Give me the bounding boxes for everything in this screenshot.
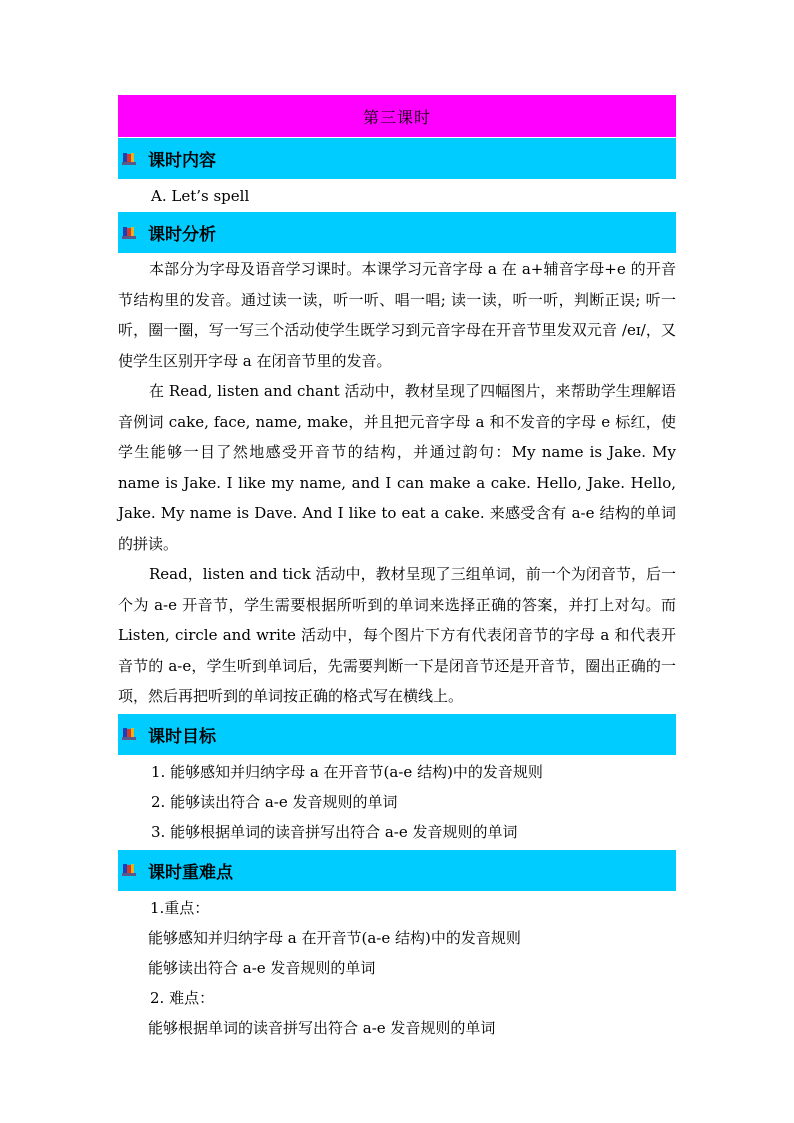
section-header-goals <box>118 714 676 755</box>
difficult-point-item: 能够根据单词的读音拼写出符合 a-e 发音规则的单词 <box>148 1018 496 1037</box>
key-points-label: 1.重点： <box>150 898 210 917</box>
section-header-keypoints <box>118 850 676 891</box>
book-stack-icon <box>122 863 136 877</box>
lesson-content-text: A. Let’s spell <box>151 187 250 205</box>
section-heading: 课时目标 <box>148 726 216 747</box>
goal-item: 2. 能够读出符合 a-e 发音规则的单词 <box>151 792 398 811</box>
lesson-plan-page <box>118 95 676 1043</box>
section-heading: 课时分析 <box>148 225 216 245</box>
goal-item: 1. 能够感知并归纳字母 a 在开音节(a-e 结构)中的发音规则 <box>151 762 543 781</box>
key-point-item: 能够感知并归纳字母 a 在开音节(a-e 结构)中的发音规则 <box>148 928 521 947</box>
lesson-title-bar <box>118 95 676 137</box>
section-heading: 课时内容 <box>148 151 216 171</box>
goal-item: 3. 能够根据单词的读音拼写出符合 a-e 发音规则的单词 <box>151 822 518 841</box>
book-stack-icon <box>122 727 136 741</box>
analysis-body <box>118 254 676 712</box>
book-stack-icon <box>122 226 136 240</box>
key-point-item: 能够读出符合 a-e 发音规则的单词 <box>148 958 376 977</box>
section-header-content <box>118 138 676 179</box>
analysis-paragraph: 本部分为字母及语音学习课时。本课学习元音字母 a 在 a+辅音字母+e 的开音节结构里的发音。通过读一读，听一听、唱一唱; 读一读，听一听，判断正误; 听一听，圈一圈，写一写三个活动使学生既学习到元音字母在开音节里发双元音 /eɪ/，又使学生区别开字母 a 在闭音节里的发音。 <box>118 260 676 370</box>
analysis-paragraph: 在 Read, listen and chant 活动中，教材呈现了四幅图片，来帮助学生理解语音例词 cake, face, name, make，并且把元音字母 a 和不发音的字母 e 标红，使学生能够一目了然地感受开音节的结构，并通过韵句：My name is Jake. My name is Jake. I like my name, and I can make a cake. Hello, Jake. Hello, Jake. My name is Dave. And I like to eat a cake. 来感受含有 a-e 结构的单词的拼读。 <box>118 382 676 553</box>
section-heading: 课时重难点 <box>148 862 233 883</box>
book-stack-icon <box>122 152 136 166</box>
goals-list <box>118 757 676 847</box>
analysis-paragraph: Read，listen and tick 活动中，教材呈现了三组单词，前一个为闭音节，后一个为 a-e 开音节，学生需要根据所听到的单词来选择正确的答案，并打上对勾。而 Listen, circle and write 活动中，每个图片下方有代表闭音节的字母 a 和代表开音节的 a-e，学生听到单词后，先需要判断一下是闭音节还是开音节，圈出正确的一项，然后再把听到的单词按正确的格式写在横线上。 <box>118 565 676 705</box>
difficult-points-label: 2. 难点： <box>150 988 215 1007</box>
keypoints-body <box>118 893 676 1043</box>
lesson-title: 第三课时 <box>362 107 431 127</box>
section-header-analysis <box>118 212 676 253</box>
